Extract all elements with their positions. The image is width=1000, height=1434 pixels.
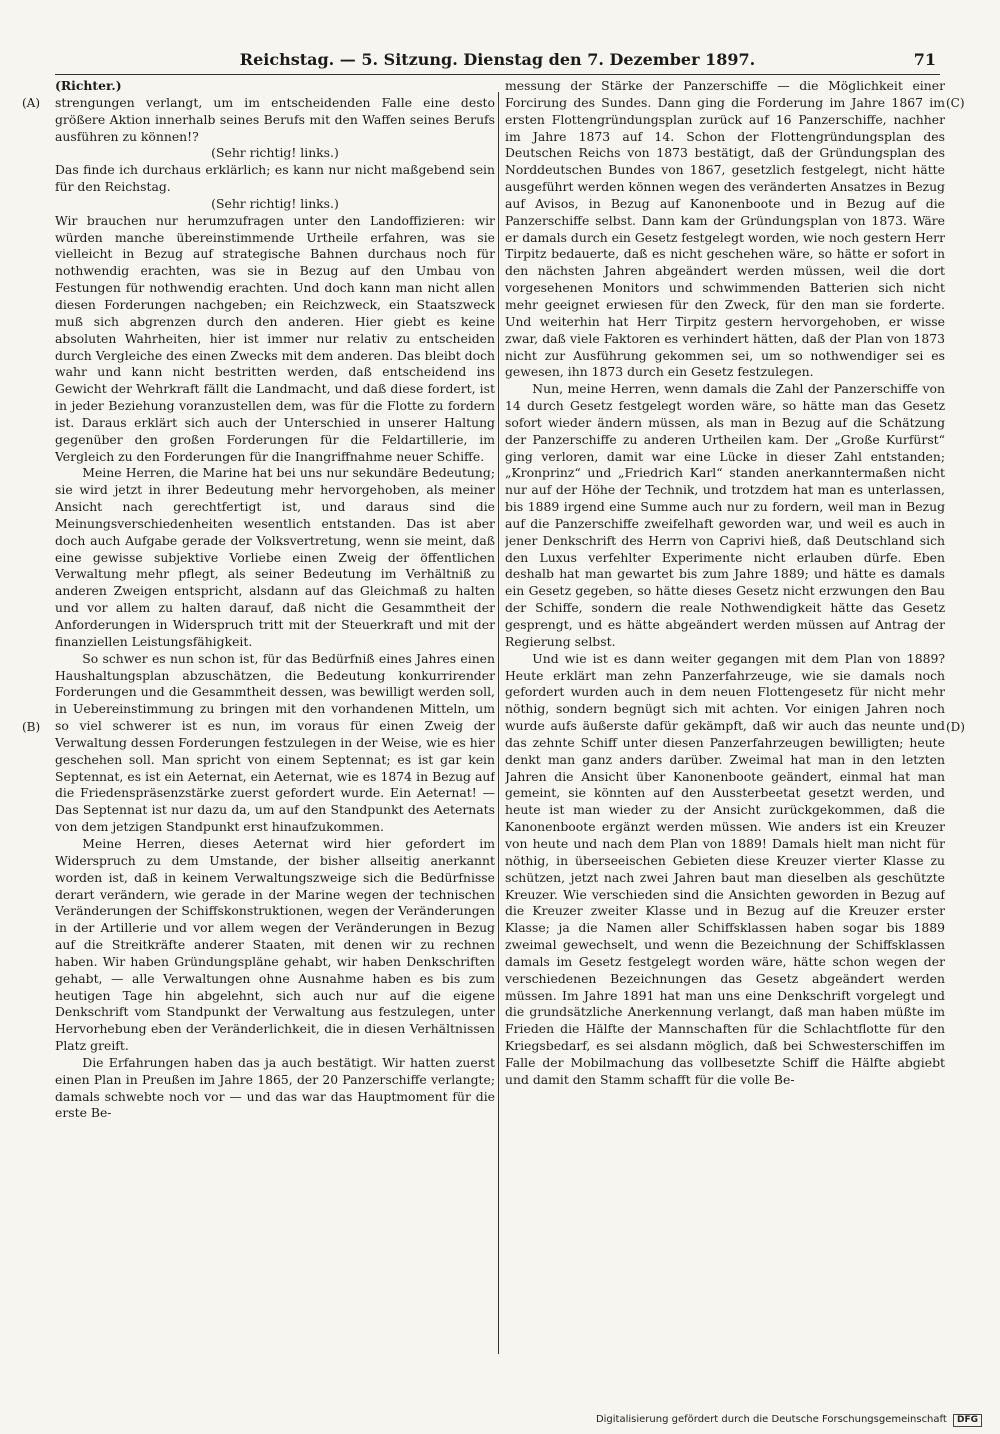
paragraph: Meine Herren, dieses Aeternat wird hier gefordert im Widerspruch zu dem Umstande, der bisher allseitig anerkannt worden ist, daß in keinem Verwaltungszweige sich die Bedürfnisse derart verändern, wie gerade in der Marine wegen der technischen Veränderungen der Schiffskonstruktionen, wegen der Veränderungen in der Artillerie und vor allem wegen der Veränderungen in Bezug auf die Streitkräfte anderer Staaten, mit denen wir zu rechnen haben. Wir haben Gründungspläne gehabt, wir haben Denkschriften gehabt, — alle Verwaltungen ohne Ausnahme haben es bis zum heutigen Tage hin abgelehnt, sich auch nur auf die eigene Denkschrift vom Standpunkt der Verwaltung aus festzulegen, unter Hervorhebung eben der Veränderlichkeit, die in diesen Verhältnissen Platz greift. bbox=[55, 835, 495, 1054]
interjection: (Sehr richtig! links.) bbox=[211, 195, 339, 211]
paragraph: Meine Herren, die Marine hat bei uns nur sekundäre Bedeutung; sie wird jetzt in ihrer Bedeutung mehr hervorgehoben, als meiner Ansicht nach gerechtfertigt ist, und daraus sind die Meinungsverschiedenheiten wesentlich entstanden. Das ist aber doch auch Aufgabe gerade der Volksvertretung, wenn sie meint, daß eine gewisse subjektive Vorliebe einen Zweig der öffentlichen Verwaltung mehr pflegt, als seiner Bedeutung im Verhältniß zu anderen Zweigen entspricht, alsdann auf das Gleichmaß zu halten und vor allem zu halten darauf, daß nicht die Gesammtheit der Anforderungen in Widerspruch tritt mit der Steuerkraft und mit der finanziellen Leistungsfähigkeit. bbox=[55, 465, 495, 649]
paragraph: Die Erfahrungen haben das ja auch bestätigt. Wir hatten zuerst einen Plan in Preußen im Jahre 1865, der 20 Panzerschiffe verlangte; damals schwebte noch vor — und das war das Hauptmoment für die erste Be- bbox=[55, 1054, 495, 1121]
page-number: 71 bbox=[913, 50, 936, 69]
paragraph: Das finde ich durchaus erklärlich; es kann nur nicht maßgebend sein für den Reichstag. bbox=[55, 162, 495, 195]
left-column bbox=[55, 78, 495, 1368]
margin-marker-a: (A) bbox=[22, 96, 41, 110]
right-column bbox=[505, 78, 945, 1368]
paragraph: Nun, meine Herren, wenn damals die Zahl der Panzerschiffe von 14 durch Gesetz festgelegt worden wäre, so hätte man das Gesetz sofort wieder ändern müssen, als man in Bezug auf die Schätzung der Panzerschiffe zu anderen Urtheilen kam. Der „Große Kurfürst“ ging verloren, damit war eine Lücke in dieser Zahl entstanden; „Kronprinz“ und „Friedrich Karl“ standen anerkanntermaßen nicht nur auf der Höhe der Technik, und trotzdem hat man es unterlassen, bis 1889 irgend eine Summe auch nur zu fordern, weil man in Bezug auf die Panzerschiffe zweifelhaft geworden war, und weil es auch in jener Denkschrift des Herrn von Caprivi hieß, daß Deutschland sich den Luxus verfehlter Experimente nicht erlauben dürfe. Eben deshalb hat man gewartet bis zum Jahre 1889; und hätte es damals ein Gesetz gegeben, so hätte dieses Gesetz nicht erzwungen den Bau der Schiffe, sondern die reale Nothwendigkeit hätte das Gesetz gesprengt, und es hätte abgeändert werden müssen auf Antrag der Regierung selbst. bbox=[505, 381, 945, 649]
running-header: Reichstag. — 5. Sitzung. Dienstag den 7. Dezember 1897. bbox=[239, 50, 756, 69]
interjection: (Sehr richtig! links.) bbox=[211, 145, 339, 161]
paragraph: strengungen verlangt, um im entscheidenden Falle eine desto größere Aktion innerhalb seines Berufs mit den Waffen seines Berufs ausführen zu können!? bbox=[55, 94, 495, 144]
margin-marker-c: (C) bbox=[946, 96, 965, 110]
page-header bbox=[55, 46, 940, 75]
footer-text: Digitalisierung gefördert durch die Deutsche Forschungsgemeinschaft bbox=[595, 1414, 947, 1425]
dfg-logo: DFG bbox=[953, 1414, 982, 1427]
paragraph: Und wie ist es dann weiter gegangen mit dem Plan von 1889? Heute erklärt man zehn Panzerfahrzeuge, wie sie damals noch gefordert wurden auch in dem neuen Flottengesetz für nicht mehr nöthig, sondern begnügt sich mit achten. Vor einigen Jahren noch wurde aufs äußerste dafür gekämpft, daß wir auch das neunte und das zehnte Schiff unter diesen Panzerfahrzeugen bewilligten; heute denkt man ganz anders darüber. Zweimal hat man in den letzten Jahren die Ansicht über Kanonenboote geändert, einmal hat man gemeint, sie könnten auf den Aussterbeetat gesetzt werden, und heute ist man wieder zu der Ansicht zurückgekommen, daß die Kanonenboote ergänzt werden müssen. Wie anders ist ein Kreuzer von heute und nach dem Plan von 1889! Damals hielt man nicht für nöthig, in überseeischen Gebieten diese Kreuzer vierter Klasse zu schützen, jetzt nach zwei Jahren baut man dieselben als geschützte Kreuzer. Wie verschieden sind die Ansichten geworden in Bezug auf die Kreuzer zweiter Klasse und in Bezug auf die Kreuzer erster Klasse; ja die Namen aller Schiffsklassen haben sogar bis 1889 zweimal gewechselt, und wenn die Bezeichnung der Schiffsklassen damals im Gesetz festgelegt worden wäre, hätte schon wegen der verschiedenen Bezeichnungen das Gesetz abgeändert werden müssen. Im Jahre 1891 hat man uns eine Denkschrift vorgelegt und die grundsätzliche Anerkennung verlangt, daß man haben müßte im Frieden die Hälfte der Mannschaften für die Schlachtflotte für den Kriegsbedarf, es sei alsdann möglich, daß bei Schwesterschiffen im Falle der Mobilmachung das vollbesetzte Schiff die Hälfte abgiebt und damit den Stamm schafft für die volle Be- bbox=[505, 650, 945, 1087]
speaker-name: (Richter.) bbox=[55, 78, 122, 93]
margin-marker-b: (B) bbox=[22, 720, 41, 734]
paragraph: Wir brauchen nur herumzufragen unter den Landoffizieren: wir würden manche übereinstimmende Urtheile erfahren, was sie vielleicht in Bezug auf strategische Bahnen durchaus noch für nothwendig erachten, was sie in Bezug auf den Umbau von Festungen für nothwendig erachten. Und doch kann man nicht allen diesen Forderungen nachgeben; ein Reichzweck, ein Staatszweck muß sich abgrenzen durch den anderen. Hier giebt es keine absoluten Wahrheiten, hier ist immer nur relativ zu entscheiden durch Vergleiche des einen Zwecks mit dem anderen. Das bleibt doch wahr und kann nicht bestritten werden, daß entscheidend ins Gewicht der Wehrkraft fällt die Landmacht, und daß diese fordert, ist in jeder Beziehung voranzustellen dem, was für die Flotte zu fordern ist. Daraus erklärt sich auch der Unterschied in unserer Haltung gegenüber den großen Forderungen für die Feldartillerie, im Vergleich zu den Forderungen für die Inangriffnahme neuer Schiffe. bbox=[55, 212, 495, 464]
paragraph: messung der Stärke der Panzerschiffe — die Möglichkeit einer Forcirung des Sundes. Dann ging die Forderung im Jahre 1867 im ersten Flottengründungsplan zurück auf 16 Panzerschiffe, nachher im Jahre 1873 auf 14. Schon der Flottengründungsplan des Deutschen Reichs von 1873 bestätigt, daß der Gründungsplan des Norddeutschen Bundes von 1867, gesetzlich festgelegt, nicht hätte ausgeführt werden können wegen des veränderten Ansatzes in Bezug auf Avisos, in Bezug auf Kanonenboote und in Bezug auf die Panzerschiffe selbst. Dann kam der Gründungsplan von 1873. Wäre er damals durch ein Gesetz festgelegt worden, wie noch gestern Herr Tirpitz bedauerte, daß es nicht geschehen wäre, so hätte er sofort in den nächsten Jahren abgeändert werden müssen, weil die dort vorgesehenen Monitors und schwimmenden Batterien sich nicht mehr geeignet erwiesen für den Zweck, für den man sie forderte. Und weiterhin hat Herr Tirpitz gestern hervorgehoben, er wisse zwar, daß viele Faktoren es verhindert hätten, daß der Plan von 1873 nicht zur Ausführung gekommen sei, um so nothwendiger sei es gewesen, ihn 1873 durch ein Gesetz festzulegen. bbox=[505, 78, 945, 380]
column-divider bbox=[498, 92, 499, 1354]
paragraph: So schwer es nun schon ist, für das Bedürfniß eines Jahres einen Haushaltungsplan abzuschätzen, die Bedeutung konkurrirender Forderungen und die Gesammtheit dessen, was bewilligt werden soll, in Uebereinstimmung zu bringen mit den vorhandenen Mitteln, um so viel schwerer ist es nun, im voraus für einen Zweig der Verwaltung dessen Forderungen festzulegen in der Weise, wie es hier geschehen soll. Man spricht von einem Septennat; es ist gar kein Septennat, es ist ein Aeternat, ein Aeternat, wie es 1874 in Bezug auf die Friedenspräsenzstärke zuerst gefordert wurde. Ein Aeternat! — Das Septennat ist nur dazu da, um auf den Standpunkt des Aeternats von dem jetzigen Standpunkt erst hinaufzukommen. bbox=[55, 650, 495, 835]
margin-marker-d: (D) bbox=[946, 720, 965, 734]
footer-credit bbox=[596, 1414, 982, 1427]
